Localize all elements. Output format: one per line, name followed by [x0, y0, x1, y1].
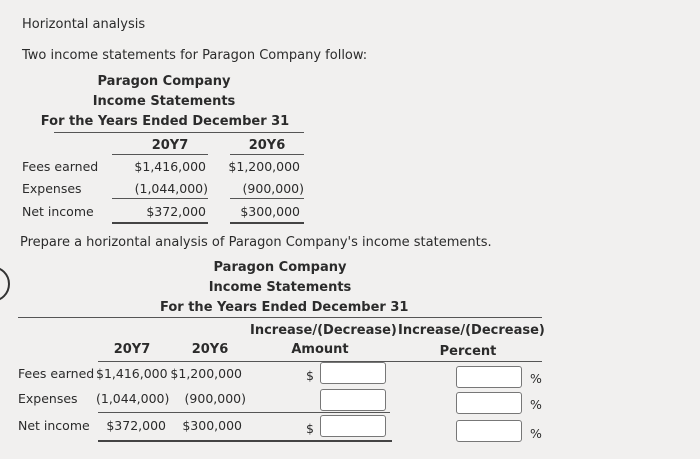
- given-row-label: Fees earned: [22, 159, 99, 174]
- given-row-y2: $300,000: [240, 204, 300, 219]
- percent-symbol: %: [530, 397, 542, 412]
- given-row-label: Expenses: [22, 181, 82, 196]
- given-subtotal-rule: [112, 198, 208, 199]
- expenses-percent-input[interactable]: [456, 392, 522, 414]
- analysis-row-y2: (900,000): [184, 391, 246, 406]
- currency-symbol: $: [306, 368, 314, 383]
- given-year2-rule: [230, 154, 304, 155]
- percent-symbol: %: [530, 426, 542, 441]
- analysis-subtotal-rule: [98, 412, 390, 413]
- fees-earned-amount-input[interactable]: [320, 362, 386, 384]
- analysis-row-label: Expenses: [18, 391, 78, 406]
- given-total-rule: [230, 222, 304, 224]
- analysis-row-label: Fees earned: [18, 366, 95, 381]
- given-year2-header: 20Y6: [248, 138, 286, 153]
- given-row-y2: (900,000): [242, 181, 304, 196]
- given-company: Paragon Company: [97, 74, 231, 89]
- given-row-y2: $1,200,000: [228, 159, 300, 174]
- fees-earned-percent-input[interactable]: [456, 366, 522, 388]
- net-income-percent-input[interactable]: [456, 420, 522, 442]
- analysis-row-y2: $300,000: [182, 418, 242, 433]
- incdec-amount-header: Increase/(Decrease): [250, 323, 397, 338]
- given-year1-rule: [112, 154, 208, 155]
- expenses-amount-input[interactable]: [320, 389, 386, 411]
- given-total-rule: [112, 222, 208, 224]
- analysis-row-y1: $1,416,000: [96, 366, 168, 381]
- analysis-statement-title: Income Statements: [208, 280, 352, 295]
- analysis-row-y1: (1,044,000): [96, 391, 170, 406]
- given-subtotal-rule: [230, 198, 304, 199]
- net-income-amount-input[interactable]: [320, 415, 386, 437]
- analysis-row-y2: $1,200,000: [170, 366, 242, 381]
- analysis-total-rule: [98, 440, 392, 442]
- analysis-year1-header: 20Y7: [113, 342, 151, 357]
- given-year1-header: 20Y7: [151, 138, 189, 153]
- given-period: For the Years Ended December 31: [40, 114, 290, 129]
- percent-symbol: %: [530, 371, 542, 386]
- percent-header: Percent: [439, 344, 497, 359]
- problem-intro: Two income statements for Paragon Company follow:: [22, 48, 368, 63]
- given-statement-title: Income Statements: [92, 94, 236, 109]
- given-row-y1: (1,044,000): [134, 181, 208, 196]
- analysis-header-rule: [18, 317, 542, 318]
- analysis-company: Paragon Company: [213, 260, 347, 275]
- given-row-y1: $372,000: [146, 204, 206, 219]
- given-header-rule: [54, 132, 304, 133]
- given-row-label: Net income: [22, 204, 94, 219]
- analysis-period: For the Years Ended December 31: [160, 300, 409, 315]
- instruction-text: Prepare a horizontal analysis of Paragon Company's income statements.: [20, 235, 492, 250]
- analysis-year2-header: 20Y6: [191, 342, 229, 357]
- left-edge-circle-icon: [0, 266, 10, 302]
- currency-symbol: $: [306, 421, 314, 436]
- given-row-y1: $1,416,000: [134, 159, 206, 174]
- amount-header: Amount: [291, 342, 349, 357]
- incdec-percent-header: Increase/(Decrease): [398, 323, 545, 338]
- analysis-row-label: Net income: [18, 418, 90, 433]
- problem-title: Horizontal analysis: [22, 17, 146, 32]
- analysis-row-y1: $372,000: [106, 418, 166, 433]
